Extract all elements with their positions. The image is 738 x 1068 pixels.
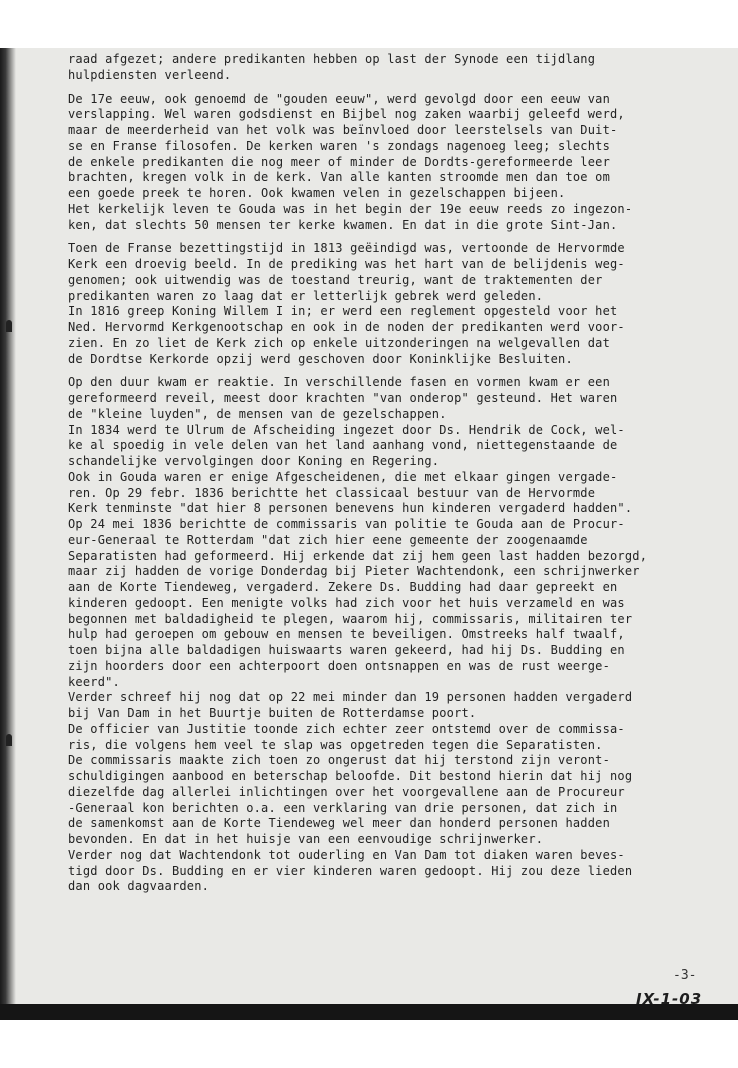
text-line: genomen; ook uitwendig was de toestand treurig, want de traktementen der (68, 272, 603, 287)
scan-bottom-edge (0, 1004, 738, 1020)
text-line: de "kleine luyden", de mensen van de gezelschappen. (68, 406, 447, 421)
binder-mark (6, 320, 12, 332)
text-line: Toen de Franse bezettingstijd in 1813 geëindigd was, vertoonde de Hervormde (68, 241, 625, 256)
text-line: verslapping. Wel waren godsdienst en Bijbel nog zaken waarbij geleefd werd, (68, 107, 625, 122)
text-line: Op den duur kwam er reaktie. In verschillende fasen en vormen kwam er een (68, 375, 610, 390)
text-line: ken, dat slechts 50 mensen ter kerke kwamen. En dat in die grote Sint-Jan. (68, 217, 618, 232)
text-line: zijn hoorders door een achterpoort doen ontsnappen en was de rust weerge- (68, 658, 610, 673)
text-line: maar de meerderheid van het volk was beïnvloed door leerstelsels van Duit- (68, 123, 618, 137)
text-line: gereformeerd reveil, meest door krachten "van onderop" gesteund. Het waren (68, 391, 618, 405)
text-line: zien. En zo liet de Kerk zich op enkele uitzonderingen na welgevallen dat (68, 335, 610, 350)
text-line: maar zij hadden de vorige Donderdag bij Pieter Wachtendonk, een schrijnwerker (68, 564, 640, 579)
text-line: een goede preek te horen. Ook kwamen velen in gezelschappen bijeen. (68, 186, 566, 200)
text-line: aan de Korte Tiendeweg, vergaderd. Zekere Ds. Budding had daar gepreekt en (68, 580, 618, 594)
text-line: predikanten waren zo laag dat er letterlijk gebrek werd geleden. (68, 288, 544, 303)
text-line: eur-Generaal te Rotterdam "dat zich hier eene gemeente der zoogenaamde (68, 532, 588, 547)
text-line: raad afgezet; andere predikanten hebben op last der Synode een tijdlang (68, 52, 596, 66)
text-line: Ook in Gouda waren er enige Afgescheidenen, die met elkaar gingen vergade- (68, 469, 618, 484)
text-line: kinderen gedoopt. Een menigte volks had zich voor het huis verzameld en was (68, 595, 625, 610)
text-line: brachten, kregen volk in de kerk. Van alle kanten stroomde men dan toe om (68, 170, 610, 185)
text-line: schuldigingen aanbood en beterschap beloofde. Dit bestond hierin dat hij nog (68, 769, 633, 783)
text-line: hulp had geroepen om gebouw en mensen te beveiligen. Omstreeks half twaalf, (68, 627, 625, 642)
text-line: de enkele predikanten die nog meer of minder de Dordts-gereformeerde leer (68, 154, 610, 169)
text-line: ke al spoedig in vele delen van het land aanhang vond, niettegenstaande de (68, 438, 618, 453)
text-line: Kerk tenminste "dat hier 8 personen benevens hun kinderen vergaderd hadden". (68, 501, 633, 516)
text-line: ris, die volgens hem veel te slap was opgetreden tegen die Separatisten. (68, 737, 603, 752)
text-line: dan ook dagvaarden. (68, 879, 210, 894)
paragraph-gap (68, 84, 708, 92)
paragraph-gap (68, 367, 708, 375)
paragraph-gap (68, 233, 708, 241)
text-line: Kerk een droevig beeld. In de prediking was het hart van de belijdenis weg- (68, 257, 625, 271)
text-line: Ned. Hervormd Kerkgenootschap en ook in de noden der predikanten werd voor- (68, 320, 625, 334)
text-line: Het kerkelijk leven te Gouda was in het begin der 19e eeuw reeds zo ingezon- (68, 201, 633, 216)
text-line: de Dordtse Kerkorde opzij werd geschoven door Koninklijke Besluiten. (68, 351, 573, 366)
text-line: -Generaal kon berichten o.a. een verklaring van drie personen, dat zich in (68, 800, 618, 815)
text-line: de samenkomst aan de Korte Tiendeweg wel meer dan honderd personen hadden (68, 816, 610, 831)
text-line: Verder schreef hij nog dat op 22 mei minder dan 19 personen hadden vergaderd (68, 690, 633, 705)
text-line: ren. Op 29 febr. 1836 berichtte het classicaal bestuur van de Hervormde (68, 485, 596, 500)
text-line: toen bijna alle baldadigen huiswaarts waren gekeerd, had hij Ds. Budding en (68, 643, 625, 657)
text-line: De commissaris maakte zich toen zo ongerust dat hij terstond zijn veront- (68, 753, 610, 768)
page-number: -3- (673, 968, 697, 983)
text-line: hulpdiensten verleend. (68, 67, 232, 82)
text-line: In 1834 werd te Ulrum de Afscheiding ingezet door Ds. Hendrik de Cock, wel- (68, 422, 625, 437)
text-line: diezelfde dag allerlei inlichtingen over het voorgevallene aan de Procureur (68, 784, 625, 799)
text-line: In 1816 greep Koning Willem I in; er werd een reglement opgesteld voor het (68, 304, 618, 319)
text-line: Separatisten had geformeerd. Hij erkende dat zij hem geen last hadden bezorgd, (68, 548, 648, 563)
text-line: se en Franse filosofen. De kerken waren 's zondags nagenoeg leeg; slechts (68, 138, 610, 153)
text-line: De officier van Justitie toonde zich echter zeer ontstemd over de commissa- (68, 721, 625, 736)
archive-code: IX-1-03 (636, 990, 703, 1008)
binding-shadow (0, 48, 16, 1020)
text-line: keerd". (68, 674, 120, 689)
text-line: Op 24 mei 1836 berichtte de commissaris van politie te Gouda aan de Procur- (68, 517, 625, 531)
text-line: schandelijke vervolgingen door Koning en Regering. (68, 454, 440, 468)
text-line: bij Van Dam in het Buurtje buiten de Rotterdamse poort. (68, 706, 477, 720)
binder-mark (6, 734, 12, 746)
text-line: tigd door Ds. Budding en er vier kinderen waren gedoopt. Hij zou deze lieden (68, 863, 633, 878)
text-line: begonnen met baldadigheid te plegen, waarom hij, commissaris, militairen ter (68, 611, 633, 626)
text-line: Verder nog dat Wachtendonk tot ouderling en Van Dam tot diaken waren beves- (68, 847, 625, 862)
text-line: De 17e eeuw, ook genoemd de "gouden eeuw", werd gevolgd door een eeuw van (68, 91, 610, 106)
text-line: bevonden. En dat in het huisje van een eenvoudige schrijnwerker. (68, 832, 544, 846)
typed-text-body (68, 52, 708, 895)
